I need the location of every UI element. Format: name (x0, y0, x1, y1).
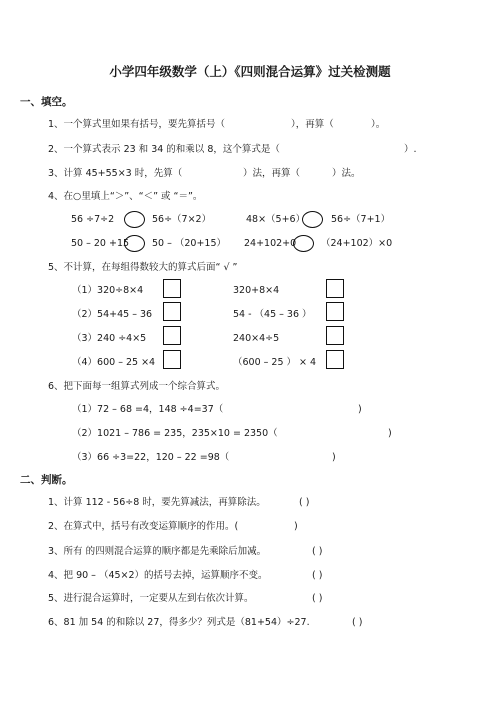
judge-answer-paren[interactable]: ) (294, 521, 298, 532)
q4-prompt: 4、在○里填上“＞”、“＜” 或 “＝”。 (48, 191, 203, 202)
q4-r2b-left-expr: 24+102+0 (244, 238, 297, 249)
answer-checkbox[interactable] (326, 326, 344, 345)
answer-checkbox[interactable] (326, 279, 344, 298)
judge-item: 4、把 90 – （45×2）的括号去掉，运算顺序不变。 (48, 570, 268, 581)
q6-item-close: ) (388, 428, 392, 439)
q4-r2b-right-expr: （24+102）×0 (321, 238, 393, 249)
page-title: 小学四年级数学（上）《四则混合运算》过关检测题 (109, 64, 391, 79)
answer-checkbox[interactable] (163, 302, 181, 321)
q6-item-close: ) (358, 404, 362, 415)
q6-item: （2）1021 – 786 = 235，235×10 = 2350（ (72, 428, 278, 439)
answer-checkbox[interactable] (326, 350, 344, 369)
q4-r1b-left-expr: 48×（5+6） (246, 214, 306, 225)
judge-answer-paren[interactable]: ( ) (312, 570, 323, 581)
q3-prefix: 3、计算 45+55×3 时，先算（ (48, 168, 183, 179)
q2-prefix: 2、一个算式表示 23 和 34 的和乘以 8，这个算式是（ (48, 144, 280, 155)
q6-prompt: 6、把下面每一组算式列成一个综合算式。 (48, 381, 226, 392)
q1-end: ）。 (371, 119, 386, 130)
judge-item: 5、进行混合运算时，一定要从左到右依次计算。 (48, 593, 254, 604)
q5-left-expr: （3）240 ÷4×5 (72, 333, 147, 344)
q1-prefix: 1、一个算式里如果有括号，要先算括号（ (48, 119, 226, 130)
judge-answer-paren[interactable]: ( ) (312, 546, 323, 557)
q4-r2-right-expr: 50 – （20+15） (152, 238, 227, 249)
q5-right-expr: （600 – 25 ） × 4 (233, 357, 317, 368)
section-judgement-heading: 二、判断。 (20, 474, 73, 486)
q5-right-expr: 240×4÷5 (233, 333, 280, 344)
q4-r1b-right-expr: 56÷（7+1） (331, 214, 391, 225)
judge-answer-paren[interactable]: ( ) (352, 617, 363, 628)
judge-item: 6、81 加 54 的和除以 27，得多少？列式是（81+54）÷27. (48, 617, 310, 628)
section-fill-blanks-heading: 一、填空。 (20, 96, 73, 108)
compare-oval[interactable] (124, 211, 145, 228)
judge-item: 2、在算式中，括号有改变运算顺序的作用。( (48, 521, 239, 532)
q5-left-expr: （4）600 – 25 ×4 (72, 357, 156, 368)
judge-answer-paren[interactable]: ( ) (312, 593, 323, 604)
q6-item: （3）66 ÷3=22，120 – 22 =98（ (72, 452, 230, 463)
answer-checkbox[interactable] (163, 350, 181, 369)
q6-item-close: ) (332, 452, 336, 463)
q1-mid: ），再算（ (291, 119, 334, 130)
compare-oval[interactable] (293, 235, 314, 252)
q5-prompt: 5、不计算，在每组得数较大的算式后面“ √ ” (48, 262, 238, 273)
q6-item: （1）72 – 68 =4，148 ÷4=37（ (72, 404, 224, 415)
q4-r2-left-expr: 50 – 20 +15 (71, 238, 130, 249)
compare-oval[interactable] (302, 211, 323, 228)
judge-answer-paren[interactable]: ( ) (299, 497, 310, 508)
q2-end: ）. (404, 144, 417, 155)
q5-left-expr: （2）54+45 – 36 (72, 309, 153, 320)
compare-oval[interactable] (124, 235, 145, 252)
judge-item: 1、计算 112 - 56÷8 时，要先算减法，再算除法。 (48, 497, 266, 508)
q4-r1-right-expr: 56÷（7×2） (152, 214, 212, 225)
answer-checkbox[interactable] (326, 302, 344, 321)
judge-item: 3、所有 的四则混合运算的顺序都是先乘除后加减。 (48, 546, 267, 557)
answer-checkbox[interactable] (163, 326, 181, 345)
answer-checkbox[interactable] (163, 279, 181, 298)
q5-right-expr: 54 - （45 – 36 ） (233, 309, 312, 320)
q5-left-expr: （1）320÷8×4 (72, 285, 144, 296)
q5-right-expr: 320+8×4 (233, 285, 280, 296)
q4-r1-left-expr: 56 ÷7÷2 (71, 214, 115, 225)
q3-mid: ）法，再算（ (243, 168, 301, 179)
q3-end: ）法。 (332, 168, 361, 179)
